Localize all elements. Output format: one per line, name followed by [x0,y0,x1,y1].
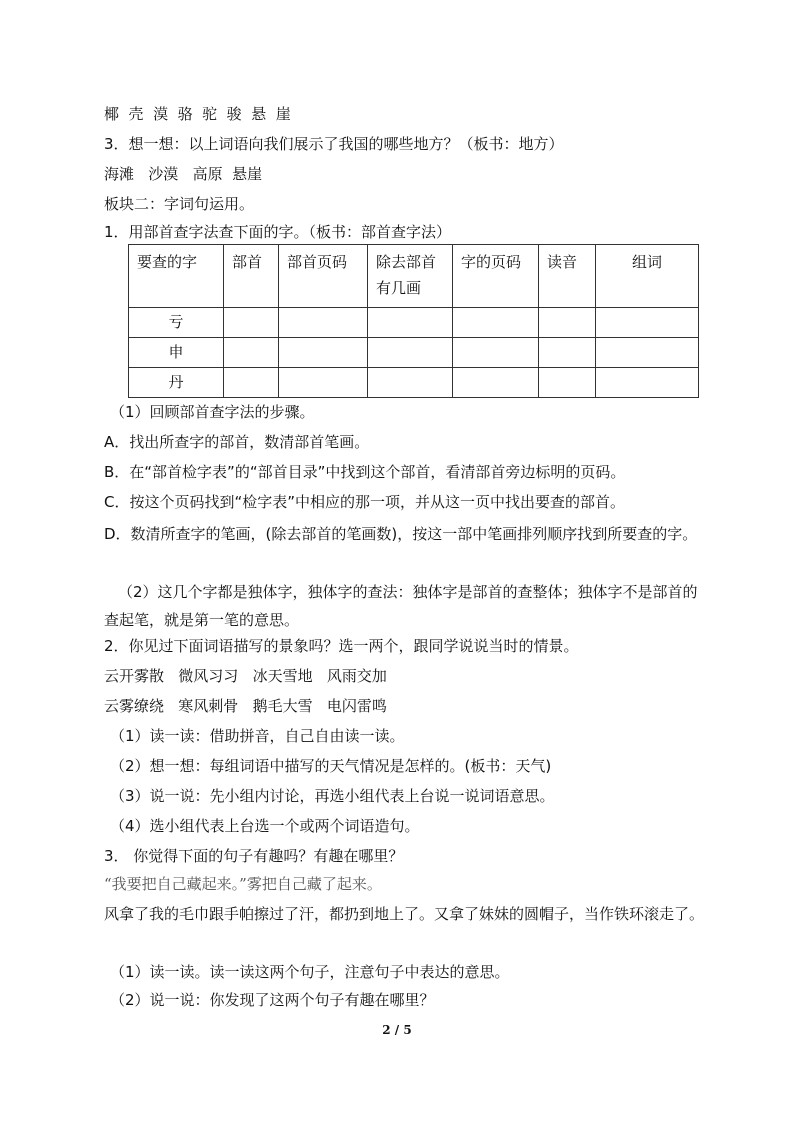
sub-think: （2）想一想：每组词语中描写的天气情况是怎样的。(板书：天气) [110,757,552,775]
table-cell [453,338,539,368]
header-cell: 部首 [224,245,279,308]
weather-words-row-1: 云开雾散 微风习习 冰天雪地 风雨交加 [104,667,387,685]
header-cell: 字的页码 [453,245,539,308]
lookup-char: 丹 [129,368,224,398]
table-cell [596,338,699,368]
sub-sentence: （4）选小组代表上台选一个或两个词语造句。 [110,817,420,835]
table-cell [368,368,453,398]
table-row [129,308,699,338]
task-3-interesting: 3． 你觉得下面的句子有趣吗？有趣在哪里？ [104,847,404,865]
step-b: B．在“部首检字表”的“部首目录”中找到这个部首，看清部首旁边标明的页码。 [104,463,626,481]
sub-speak: （3）说一说：先小组内讨论，再选小组代表上台说一说词语意思。 [110,787,555,805]
sub-speak-sentences: （2）说一说：你发现了这两个句子有趣在哪里？ [110,991,435,1009]
table-cell [224,308,279,338]
radical-lookup-table [128,244,699,398]
lookup-char: 申 [129,338,224,368]
table-row [129,338,699,368]
step-a: A．找出所查字的部首，数清部首笔画。 [104,433,370,451]
table-cell [224,338,279,368]
table-cell [279,308,368,338]
sub-read-sentences: （1）读一读。读一读这两个句子，注意句子中表达的意思。 [110,963,510,981]
table-cell [368,308,453,338]
step-d: D．数清所查字的笔画，(除去部首的笔画数)，按这一部中笔画排列顺序找到所要查的字。 [104,525,698,543]
vocab-chars-line: 椰 壳 漠 骆 驼 骏 悬 崖 [104,105,291,123]
step-c: C．按这个页码找到“检字表”中相应的那一项，并从这一页中找出要查的部首。 [104,493,626,511]
lookup-char: 亏 [129,308,224,338]
example-sentence-fog: “我要把自己藏起来。”雾把自己藏了起来。 [104,875,382,893]
table-cell [539,308,596,338]
table-cell [596,308,699,338]
table-cell [279,338,368,368]
places-line: 海滩 沙漠 高原 悬崖 [104,165,263,183]
table-cell [596,368,699,398]
single-char-note: （2）这几个字都是独体字，独体字的查法：独体字是部首的查整体；独体字不是部首的查起笔，就是第一笔的意思。 [104,583,698,629]
header-cell: 部首页码 [279,245,368,308]
header-cell: 除去部首有几画 [368,245,453,308]
table-cell [453,308,539,338]
weather-words-row-2: 云雾缭绕 寒风刺骨 鹅毛大雪 电闪雷鸣 [104,697,387,715]
table-cell [279,368,368,398]
header-cell: 组词 [596,245,699,308]
table-cell [224,368,279,398]
header-cell: 要查的字 [129,245,224,308]
question-3-think: 3．想一想：以上词语向我们展示了我国的哪些地方？（板书：地方） [104,135,564,153]
table-cell [539,338,596,368]
step-review-heading: （1）回顾部首查字法的步骤。 [110,403,315,421]
task-1-radical-lookup: 1．用部首查字法查下面的字。（板书：部首查字法） [104,223,452,241]
table-cell [368,338,453,368]
section-2-heading: 板块二：字词句运用。 [104,195,255,213]
header-cell: 读音 [539,245,596,308]
table-cell [539,368,596,398]
sub-read: （1）读一读：借助拼音，自己自由读一读。 [110,727,405,745]
table-header-row [129,245,699,308]
example-sentence-wind: 风拿了我的毛巾跟手帕擦过了汗，都扔到地上了。又拿了妹妹的圆帽子，当作铁环滚走了。 [104,905,705,923]
page-number: 2 / 5 [382,1023,412,1037]
table-row [129,368,699,398]
table-cell [453,368,539,398]
task-2-scenery: 2．你见过下面词语描写的景象吗？选一两个，跟同学说说当时的情景。 [104,637,579,655]
